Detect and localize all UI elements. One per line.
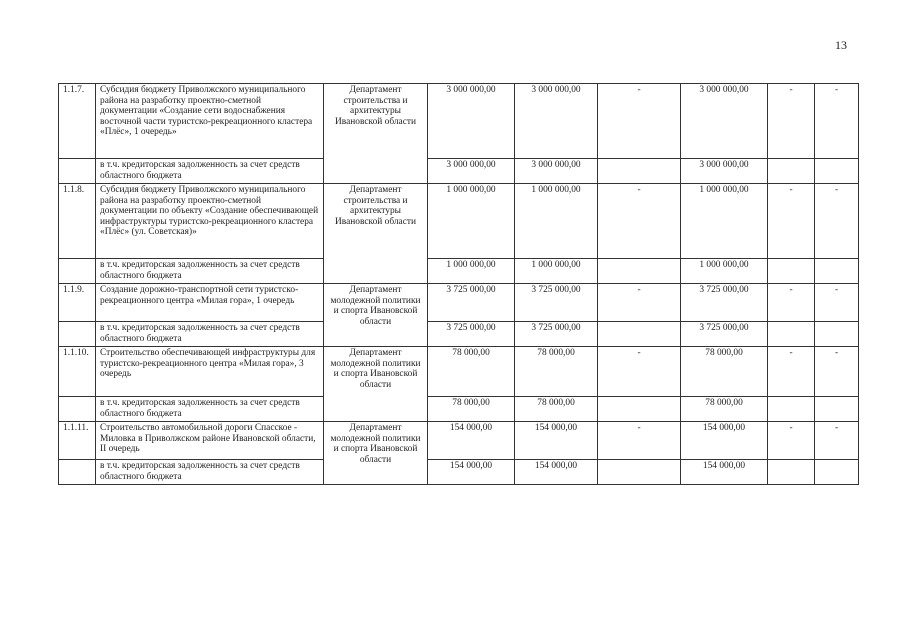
row-name: Субсидия бюджету Приволжского муниципального района на разработку проектно-сметной документации по объекту «Создание обеспечивающей инфраструктуры туристско-рекреационного кластера «Плёс» (ул. Советская)»: [96, 184, 324, 259]
subrow-name: в т.ч. кредиторская задолженность за счет средств областного бюджета: [96, 159, 324, 184]
page-number: 13: [835, 38, 847, 52]
row-value: 3 725 000,00: [515, 284, 598, 322]
row-code: 1.1.10.: [59, 347, 96, 397]
table-subrow: [59, 259, 859, 284]
subrow-value: [768, 322, 815, 347]
subrow-name: в т.ч. кредиторская задолженность за счет средств областного бюджета: [96, 460, 324, 485]
table-row: [59, 84, 859, 159]
row-value: 1 000 000,00: [515, 184, 598, 259]
subrow-code-empty: [59, 322, 96, 347]
subrow-value: 1 000 000,00: [515, 259, 598, 284]
row-code: 1.1.7.: [59, 84, 96, 159]
subrow-value: 3 725 000,00: [515, 322, 598, 347]
table-row: [59, 184, 859, 259]
subrow-name: в т.ч. кредиторская задолженность за счет средств областного бюджета: [96, 397, 324, 422]
subrow-value: 1 000 000,00: [428, 259, 515, 284]
row-value: 1 000 000,00: [428, 184, 515, 259]
table-subrow: [59, 159, 859, 184]
subrow-code-empty: [59, 159, 96, 184]
subrow-value: 1 000 000,00: [681, 259, 768, 284]
subrow-value: [815, 159, 859, 184]
row-value: 3 000 000,00: [681, 84, 768, 159]
row-name: Строительство автомобильной дороги Спасское - Миловка в Приволжском районе Ивановской области, II очередь: [96, 422, 324, 460]
row-value: -: [598, 284, 681, 322]
subrow-value: 154 000,00: [515, 460, 598, 485]
subrow-value: [598, 397, 681, 422]
row-department: Департамент молодежной политики и спорта Ивановской области: [324, 347, 428, 422]
row-department: Департамент молодежной политики и спорта Ивановской области: [324, 284, 428, 347]
subrow-value: [815, 259, 859, 284]
row-name: Создание дорожно-транспортной сети туристско-рекреационного центра «Милая гора», 1 очередь: [96, 284, 324, 322]
row-code: 1.1.11.: [59, 422, 96, 460]
subrow-name: в т.ч. кредиторская задолженность за счет средств областного бюджета: [96, 322, 324, 347]
row-value: 3 000 000,00: [515, 84, 598, 159]
row-value: -: [598, 422, 681, 460]
subrow-value: [598, 259, 681, 284]
subrow-value: [768, 259, 815, 284]
subrow-value: [768, 460, 815, 485]
row-value: 1 000 000,00: [681, 184, 768, 259]
row-value: -: [768, 84, 815, 159]
row-value: -: [768, 184, 815, 259]
row-department: Департамент строительства и архитектуры Ивановской области: [324, 184, 428, 284]
row-value: -: [815, 84, 859, 159]
subrow-value: 78 000,00: [428, 397, 515, 422]
row-value: -: [598, 84, 681, 159]
table-row: [59, 284, 859, 322]
row-value: -: [768, 284, 815, 322]
subrow-code-empty: [59, 259, 96, 284]
row-value: 3 725 000,00: [428, 284, 515, 322]
subrow-value: 154 000,00: [681, 460, 768, 485]
row-value: 3 725 000,00: [681, 284, 768, 322]
subrow-value: 3 000 000,00: [681, 159, 768, 184]
subrow-value: 3 000 000,00: [428, 159, 515, 184]
row-value: -: [598, 184, 681, 259]
subrow-value: 3 000 000,00: [515, 159, 598, 184]
row-value: -: [768, 347, 815, 397]
row-value: 78 000,00: [515, 347, 598, 397]
subrow-value: 3 725 000,00: [428, 322, 515, 347]
budget-table: [58, 83, 859, 485]
subrow-value: [768, 159, 815, 184]
table-row: [59, 347, 859, 397]
table-subrow: [59, 322, 859, 347]
row-value: 3 000 000,00: [428, 84, 515, 159]
row-value: 154 000,00: [428, 422, 515, 460]
subrow-value: [598, 159, 681, 184]
row-name: Строительство обеспечивающей инфраструктуры для туристско-рекреационного центра «Милая гора», 3 очередь: [96, 347, 324, 397]
row-value: -: [768, 422, 815, 460]
subrow-value: [598, 322, 681, 347]
table-subrow: [59, 397, 859, 422]
subrow-value: 78 000,00: [681, 397, 768, 422]
row-department: Департамент молодежной политики и спорта Ивановской области: [324, 422, 428, 485]
row-value: 154 000,00: [515, 422, 598, 460]
subrow-value: 78 000,00: [515, 397, 598, 422]
subrow-value: 154 000,00: [428, 460, 515, 485]
row-value: -: [815, 184, 859, 259]
row-code: 1.1.8.: [59, 184, 96, 259]
subrow-value: [768, 397, 815, 422]
row-code: 1.1.9.: [59, 284, 96, 322]
row-value: 78 000,00: [428, 347, 515, 397]
row-value: 154 000,00: [681, 422, 768, 460]
subrow-code-empty: [59, 460, 96, 485]
table-subrow: [59, 460, 859, 485]
table-row: [59, 422, 859, 460]
row-value: -: [598, 347, 681, 397]
row-value: -: [815, 347, 859, 397]
subrow-code-empty: [59, 397, 96, 422]
subrow-value: [815, 460, 859, 485]
subrow-name: в т.ч. кредиторская задолженность за счет средств областного бюджета: [96, 259, 324, 284]
subrow-value: 3 725 000,00: [681, 322, 768, 347]
row-value: -: [815, 284, 859, 322]
row-department: Департамент строительства и архитектуры Ивановской области: [324, 84, 428, 184]
row-name: Субсидия бюджету Приволжского муниципального района на разработку проектно-сметной документации «Создание сети водоснабжения восточной части туристско-рекреационного кластера «Плёс», 1 очередь»: [96, 84, 324, 159]
subrow-value: [815, 397, 859, 422]
row-value: 78 000,00: [681, 347, 768, 397]
subrow-value: [815, 322, 859, 347]
subrow-value: [598, 460, 681, 485]
row-value: -: [815, 422, 859, 460]
